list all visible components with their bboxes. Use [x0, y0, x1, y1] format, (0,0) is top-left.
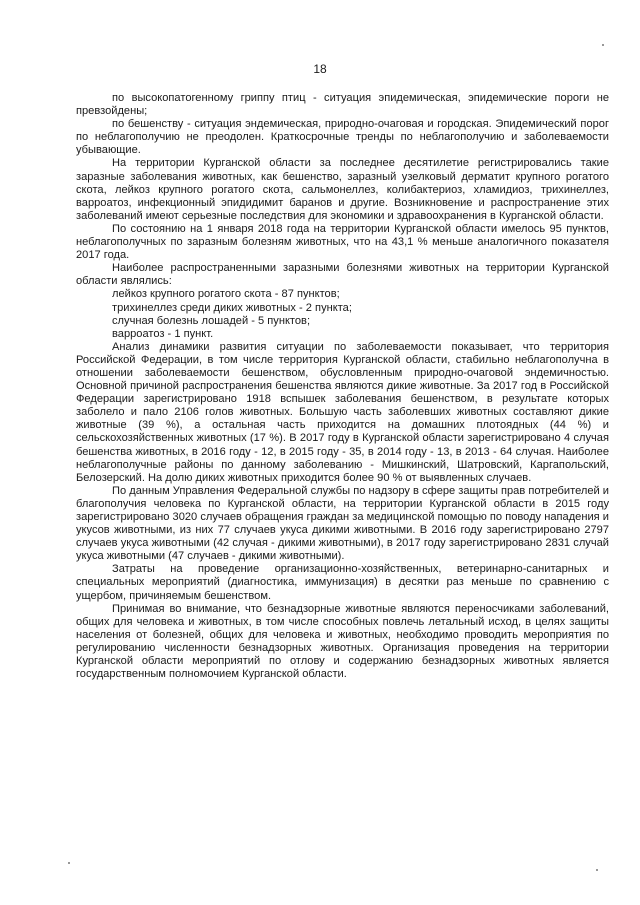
page-number: 18 — [313, 62, 327, 76]
paragraph-stray-animals: Принимая во внимание, что безнадзорные животные являются переносчиками заболеваний, общих для человека и животных, в том числе способных повлечь летальный исход, в целях защиты населения от болезней, общих для человека и животных, необходимо проводить мероприятия по регулированию численности безнадзорных животных. Организация проведения на территории Курганской области мероприятий по отлову и содержанию безнадзорных животных является государственным полномочием Курганской области. — [76, 602, 609, 681]
paragraph-diseases-registered: На территории Курганской области за последнее десятилетие регистрировались такие заразные заболевания животных, как бешенство, заразный узелковый дерматит крупного рогатого скота, лейкоз крупного рогатого скота, сальмонеллез, колибактериоз, хламидиоз, трихинеллез, варроатоз, инфекционный эпидидимит баранов и другие. Возникновение и распространение этих заболеваний имеют серьезные последствия для экономики и здравоохранения в Курганской области. — [76, 157, 609, 222]
paragraph-most-common-diseases: Наиболее распространенными заразными болезнями животных на территории Курганской области являлись: — [76, 262, 609, 288]
list-item: случная болезнь лошадей - 5 пунктов; — [112, 314, 311, 327]
paragraph-bite-statistics: По данным Управления Федеральной службы по надзору в сфере защиты прав потребителей и благополучия человека по Курганской области, на территории Курганской области в 2015 году зарегистрировано 3020 случаев обращения граждан за медицинской помощью по поводу нападения и укусов животными, из них 77 случаев укуса дикими животными. В 2016 году зарегистрировано 2797 случаев укуса животными (42 случая - дикими животными), в 2017 году зарегистрировано 2831 случай укуса животными (47 случаев - дикими животными). — [76, 484, 609, 563]
scan-speck — [596, 869, 598, 871]
paragraph-unfavorable-points: По состоянию на 1 января 2018 года на территории Курганской области имелось 95 пунктов, неблагополучных по заразным болезням животных, что на 43,1 % меньше аналогичного показателя 2017 года. — [76, 222, 609, 262]
paragraph-rabies-analysis: Анализ динамики развития ситуации по заболеваемости показывает, что территория Российской Федерации, в том числе территория Курганской области, стабильно неблагополучна в отношении заболеваемости бешенством, обусловленным природно-очаговой эндемичностью. Основной причиной распространения бешенства являются дикие животные. За 2017 год в Российской Федерации зарегистрировано 1918 вспышек заболевания бешенством, в результате которых заболело и пало 2106 голов животных. Большую часть заболевших животных составляют дикие животные (39 %), а остальная часть приходится на домашних плотоядных (44 %) и сельскохозяйственных животных (17 %). В 2017 году в Курганской области зарегистрировано 4 случая бешенства животных, в 2016 году - 12, в 2015 году - 35, в 2014 году - 13, в 2013 - 64 случая. Наиболее неблагополучные районы по данному заболеванию - Мишкинский, Шатровский, Каргапольский, Белозерский. На долю диких животных приходится более 90 % от выявленных случаев. — [76, 340, 609, 484]
list-item: трихинеллез среди диких животных - 2 пункта; — [112, 301, 352, 314]
list-item: варроатоз - 1 пункт. — [112, 327, 214, 340]
paragraph-rabies-status: по бешенству - ситуация эндемическая, природно-очаговая и городская. Эпидемический порог по неблагополучию не преодолен. Краткосрочные тренды по неблагополучию и заболеваемости убывающие. — [76, 118, 609, 157]
paragraph-costs: Затраты на проведение организационно-хозяйственных, ветеринарно-санитарных и специальных мероприятий (диагностика, иммунизация) в десятки раз меньше по сравнению с ущербом, причиняемым бешенством. — [76, 563, 609, 602]
scan-speck — [602, 44, 604, 46]
scan-speck — [68, 862, 70, 864]
list-item: лейкоз крупного рогатого скота - 87 пунктов; — [112, 288, 340, 301]
body-text — [76, 92, 609, 681]
paragraph-avian-flu: по высокопатогенному гриппу птиц - ситуация эпидемическая, эпидемические пороги не превзойдены; — [76, 92, 609, 118]
